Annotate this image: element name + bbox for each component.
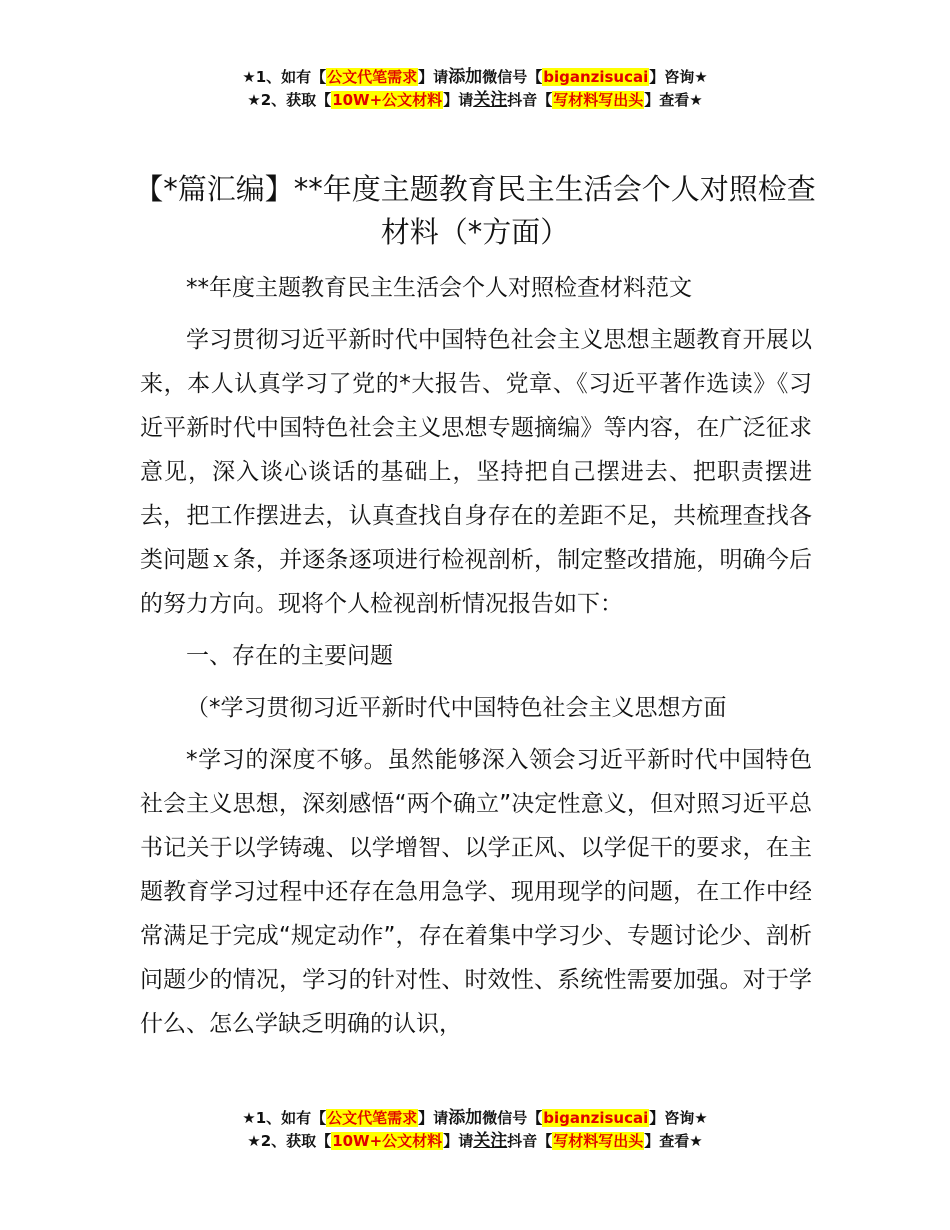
highlight-materials: 10W+公文材料: [332, 91, 443, 109]
document-body: [140, 266, 812, 1046]
banner-text: 】请: [418, 68, 449, 86]
header-banner: [0, 66, 950, 112]
banner-underlined: 关注: [473, 1131, 508, 1151]
highlight-ghostwriting: 公文代笔需求: [327, 1109, 418, 1127]
banner-text: ★1、如有【: [242, 1109, 327, 1127]
banner-text: 抖音【: [507, 91, 553, 109]
banner-text: 微信号【: [482, 1109, 543, 1127]
banner-text: 】请: [443, 1132, 474, 1150]
banner-text: 】查看★: [644, 1132, 703, 1150]
banner-text: 】查看★: [644, 91, 703, 109]
footer-banner-line-2: [0, 1130, 950, 1153]
banner-text: 】请: [418, 1109, 449, 1127]
document-title: 【*篇汇编】**年度主题教育民主生活会个人对照检查材料（*方面）: [134, 172, 816, 249]
footer-banner-line-1: [0, 1107, 950, 1130]
header-banner-line-1: [0, 66, 950, 89]
banner-text: 】咨询★: [649, 68, 708, 86]
highlight-douyin-account: 写材料写出头: [553, 91, 644, 109]
footer-banner: [0, 1107, 950, 1153]
intro-paragraph: 学习贯彻习近平新时代中国特色社会主义思想主题教育开展以来，本人认真学习了党的*大报告、党章、《习近平著作选读》《习近平新时代中国特色社会主义思想专题摘编》等内容，在广泛征求意见，深入谈心谈话的基础上，坚持把自己摆进去、把职责摆进去，把工作摆进去，认真查找自身存在的差距不足，共梳理查找各类问题ｘ条，并逐条逐项进行检视剖析，制定整改措施，明确今后的努力方向。现将个人检视剖析情况报告如下：: [140, 327, 812, 617]
banner-text: 抖音【: [507, 1132, 553, 1150]
banner-text: 微信号【: [482, 68, 543, 86]
banner-emphasis: 添加: [448, 67, 483, 87]
banner-text: ★2、获取【: [247, 1132, 332, 1150]
banner-underlined: 关注: [473, 90, 508, 110]
banner-text: ★1、如有【: [242, 68, 327, 86]
banner-text: ★2、获取【: [247, 91, 332, 109]
subsection-heading: （*学习贯彻习近平新时代中国特色社会主义思想方面: [186, 695, 727, 721]
section-heading: 一、存在的主要问题: [186, 643, 393, 669]
banner-text: 】咨询★: [649, 1109, 708, 1127]
banner-text: 】请: [443, 91, 474, 109]
header-banner-line-2: [0, 89, 950, 112]
body-paragraph: *学习的深度不够。虽然能够深入领会习近平新时代中国特色社会主义思想，深刻感悟“两个确立”决定性意义，但对照习近平总书记关于以学铸魂、以学增智、以学正风、以学促干的要求，在主题教育学习过程中还存在急用急学、现用现学的问题，在工作中经常满足于完成“规定动作”，存在着集中学习少、专题讨论少、剖析问题少的情况，学习的针对性、时效性、系统性需要加强。对于学什么、怎么学缺乏明确的认识，: [140, 747, 812, 1037]
highlight-materials: 10W+公文材料: [332, 1132, 443, 1150]
highlight-wechat-id: biganzisucai: [543, 1109, 649, 1127]
highlight-wechat-id: biganzisucai: [543, 68, 649, 86]
highlight-ghostwriting: 公文代笔需求: [327, 68, 418, 86]
banner-emphasis: 添加: [448, 1108, 483, 1128]
document-subtitle: **年度主题教育民主生活会个人对照检查材料范文: [186, 275, 692, 301]
highlight-douyin-account: 写材料写出头: [553, 1132, 644, 1150]
